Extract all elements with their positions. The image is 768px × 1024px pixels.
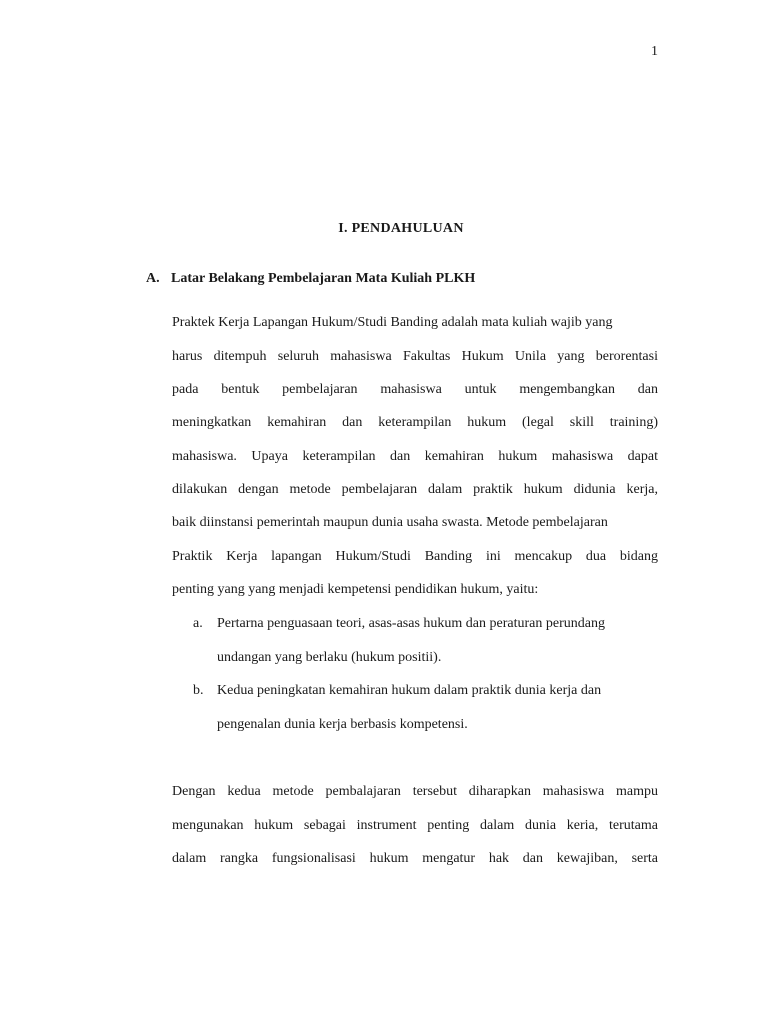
paragraph1-line: Praktek Kerja Lapangan Hukum/Studi Banding adalah mata kuliah wajib yang (172, 315, 613, 330)
chapter-title: I. PENDAHULUAN (338, 221, 464, 236)
paragraph1-line: baik diinstansi pemerintah maupun dunia usaha swasta. Metode pembelajaran (172, 515, 608, 530)
page-number: 1 (651, 44, 658, 59)
paragraph1-line: penting yang yang menjadi kempetensi pendidikan hukum, yaitu: (172, 582, 539, 597)
list-item-line: Kedua peningkatan kemahiran hukum dalam praktik dunia kerja dan (217, 683, 602, 698)
list-item-line: pengenalan dunia kerja berbasis kompetensi. (217, 717, 468, 732)
section-marker: A. (146, 271, 160, 286)
paragraph1-line: pada bentuk pembelajaran mahasiswa untuk mengembangkan dan (172, 382, 658, 397)
list-item-marker: a. (193, 616, 203, 631)
paragraph2-line: mengunakan hukum sebagai instrument penting dalam dunia keria, terutama (172, 818, 658, 833)
paragraph1-line: meningkatkan kemahiran dan keterampilan hukum (legal skill training) (172, 415, 658, 430)
list-item-line: undangan yang berlaku (hukum positii). (217, 650, 442, 665)
paragraph1-line: Praktik Kerja lapangan Hukum/Studi Banding ini mencakup dua bidang (172, 549, 658, 564)
paragraph2-line: Dengan kedua metode pembalajaran tersebut diharapkan mahasiswa mampu (172, 784, 658, 799)
paragraph1-line: mahasiswa. Upaya keterampilan dan kemahiran hukum mahasiswa dapat (172, 449, 658, 464)
section-title: Latar Belakang Pembelajaran Mata Kuliah PLKH (171, 271, 476, 286)
paragraph1-line: harus ditempuh seluruh mahasiswa Fakultas Hukum Unila yang berorentasi (172, 349, 658, 364)
list-item-line: Pertarna penguasaan teori, asas-asas hukum dan peraturan perundang (217, 616, 605, 631)
paragraph2-line: dalam rangka fungsionalisasi hukum mengatur hak dan kewajiban, serta (172, 851, 658, 866)
list-item-marker: b. (193, 683, 204, 698)
paragraph1-line: dilakukan dengan metode pembelajaran dalam praktik hukum didunia kerja, (172, 482, 658, 497)
section-heading (146, 271, 475, 287)
